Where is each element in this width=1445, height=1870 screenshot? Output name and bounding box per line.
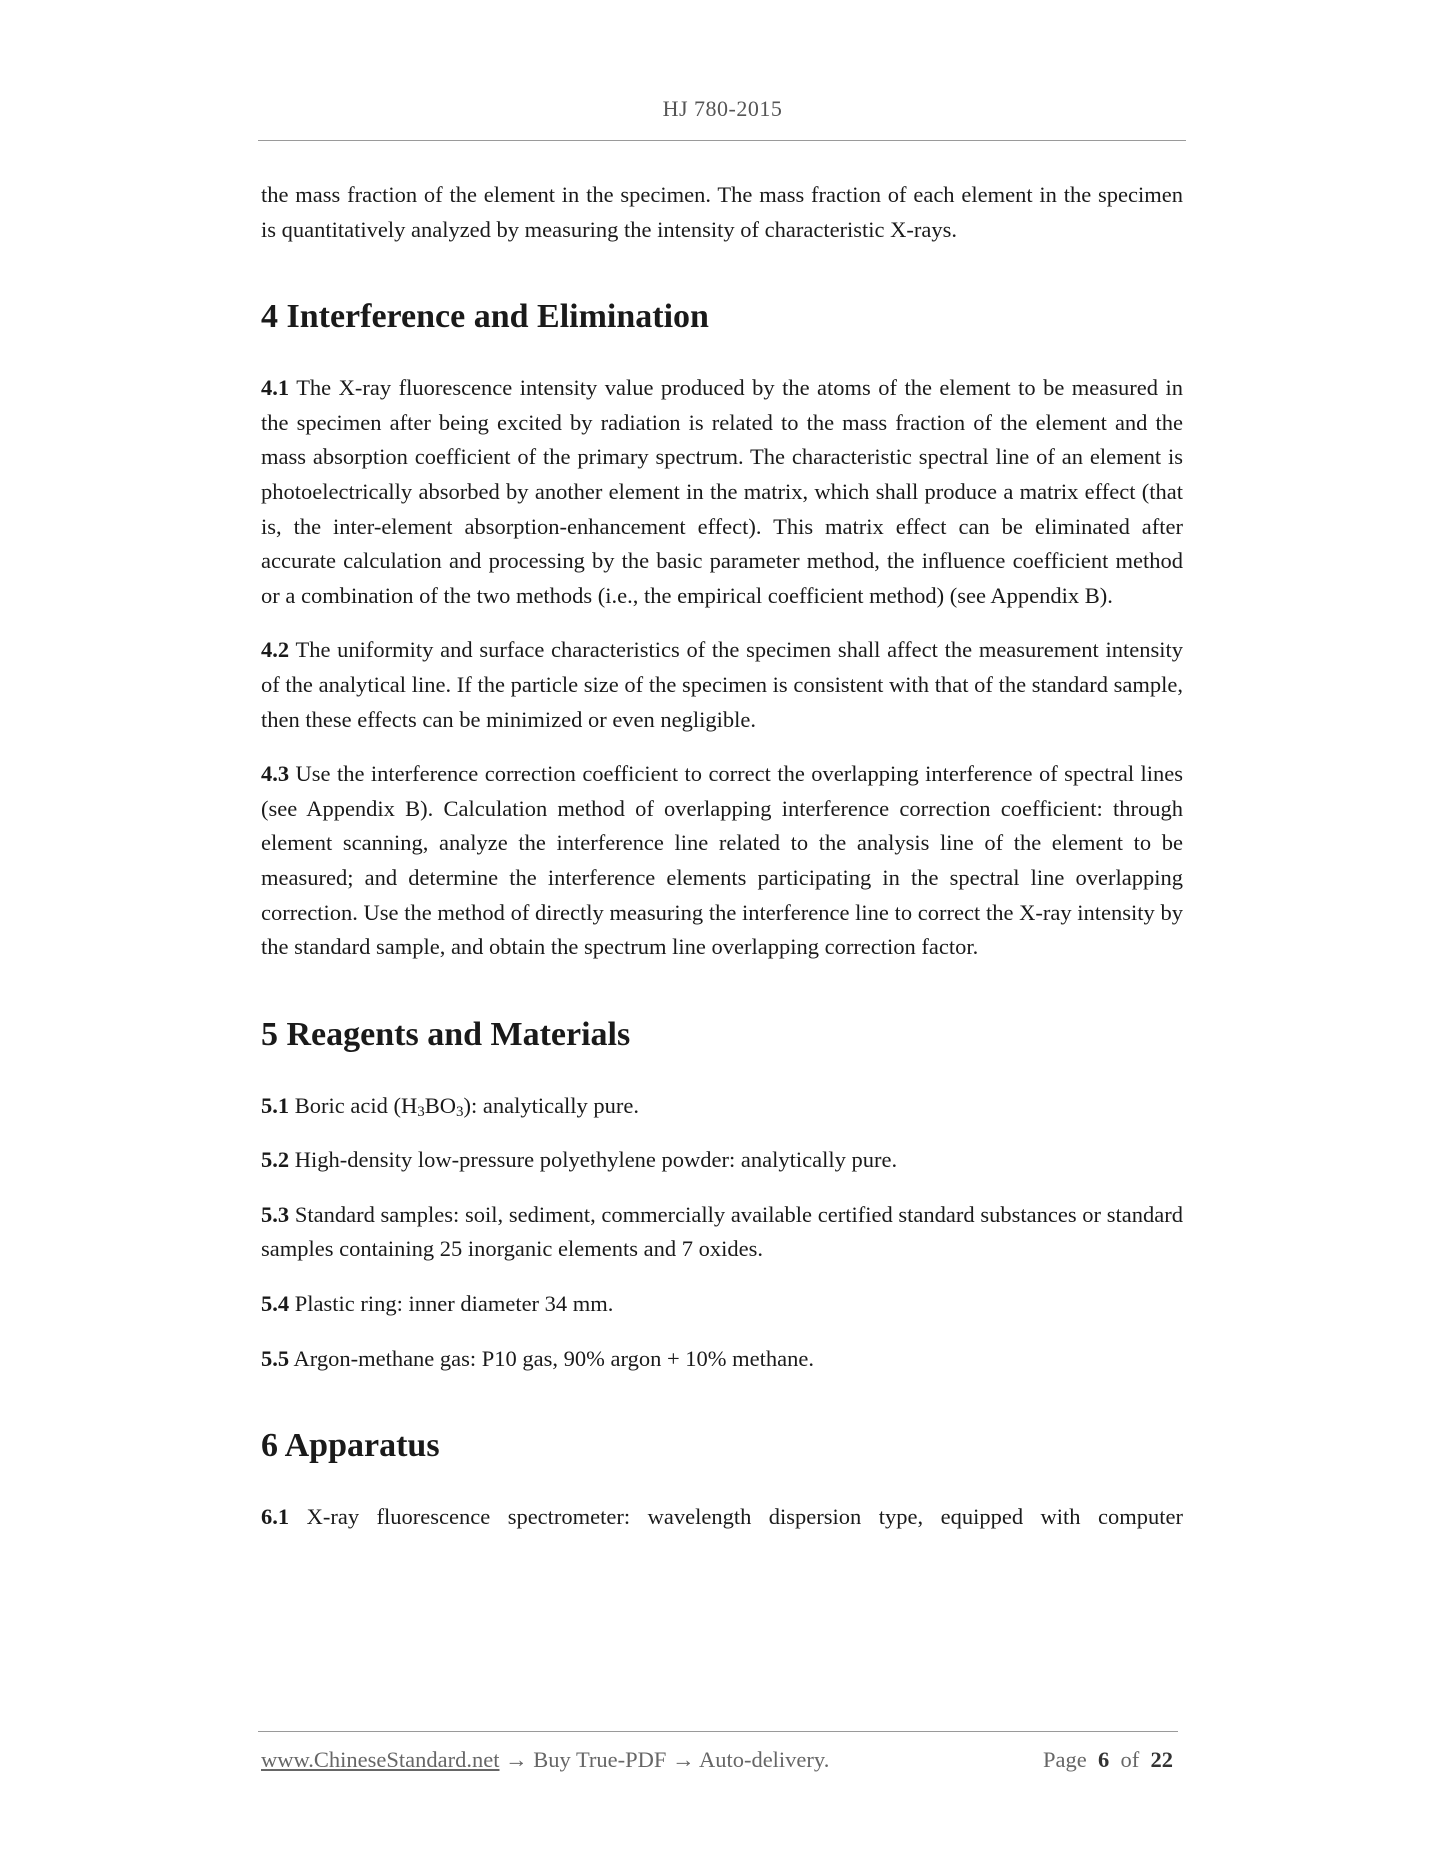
clause-5-5 bbox=[261, 1342, 1183, 1377]
intro-paragraph: the mass fraction of the element in the specimen. The mass fraction of each element in the specimen is quantitatively analyzed by measuring the intensity of characteristic X-rays. bbox=[261, 182, 1183, 242]
clause-5-3 bbox=[261, 1198, 1183, 1267]
clause-text: X-ray fluorescence spectrometer: wavelength dispersion type, equipped with computer bbox=[289, 1504, 1183, 1530]
header-divider bbox=[258, 140, 1186, 141]
clause-text: Standard samples: soil, sediment, commercially available certified standard substances or standard samples containing 25 inorganic elements and 7 oxides. bbox=[261, 1201, 1183, 1262]
footer-divider bbox=[258, 1731, 1178, 1732]
footer-links bbox=[261, 1747, 829, 1773]
clause-number: 5.2 bbox=[261, 1147, 290, 1173]
clause-number: 4.2 bbox=[261, 637, 290, 663]
section-4-heading: 4 Interference and Elimination bbox=[261, 298, 709, 336]
clause-4-2 bbox=[261, 633, 1183, 737]
clause-number: 5.3 bbox=[261, 1201, 290, 1227]
clause-text: Plastic ring: inner diameter 34 mm. bbox=[289, 1291, 614, 1317]
clause-4-3 bbox=[261, 757, 1183, 965]
clause-number: 4.1 bbox=[261, 375, 290, 401]
clause-number: 4.3 bbox=[261, 761, 290, 787]
page-content bbox=[261, 178, 1183, 1555]
clause-5-2 bbox=[261, 1143, 1183, 1178]
page-number: Page 6 of 22 bbox=[1043, 1747, 1173, 1772]
clause-5-1: 5.1 Boric acid $(H_3BO_3)$: analytically pure. bbox=[261, 1092, 640, 1120]
clause-number: 5.4 bbox=[261, 1291, 290, 1317]
clause-number: 5.1 bbox=[261, 1092, 290, 1118]
buy-pdf-text: Buy True-PDF bbox=[533, 1747, 667, 1772]
clause-text: High-density low-pressure polyethylene powder: analytically pure. bbox=[289, 1147, 898, 1173]
clause-text: The X-ray fluorescence intensity value produced by the atoms of the element to be measured in the specimen after being excited by radiation is related to the mass fraction of the element and the mass absorption coefficient of the primary spectrum. The characteristic spectral line of an element is photoelectrically absorbed by another element in the matrix, which shall produce a matrix effect (that is, the inter-element absorption-enhancement effect). This matrix effect can be eliminated after accurate calculation and processing by the basic parameter method, the influence coefficient method or a combination of the two methods (i.e., the empirical coefficient method) (see Appendix B). bbox=[261, 375, 1183, 608]
arrow-icon: → bbox=[499, 1747, 534, 1772]
total-pages: 22 bbox=[1150, 1747, 1173, 1772]
clause-5-4 bbox=[261, 1287, 1183, 1322]
clause-text: Argon-methane gas: P10 gas, 90% argon + 10% methane. bbox=[289, 1345, 815, 1371]
section-5-heading: 5 Reagents and Materials bbox=[261, 1015, 631, 1053]
clause-6-1 bbox=[261, 1500, 1183, 1535]
website-link[interactable]: www.ChineseStandard.net bbox=[261, 1747, 500, 1772]
auto-delivery-text: Auto-delivery. bbox=[698, 1747, 830, 1772]
clause-number: 6.1 bbox=[261, 1504, 290, 1530]
arrow-icon: → bbox=[666, 1747, 699, 1772]
section-6-heading: 6 Apparatus bbox=[261, 1427, 440, 1465]
page-header: HJ 780-2015 bbox=[662, 96, 783, 121]
clause-4-1 bbox=[261, 371, 1183, 613]
clause-text: The uniformity and surface characteristics of the specimen shall affect the measurement intensity of the analytical line. If the particle size of the specimen is consistent with that of the standard sample, then these effects can be minimized or even negligible. bbox=[261, 637, 1183, 732]
clause-number: 5.5 bbox=[261, 1345, 290, 1371]
current-page: 6 bbox=[1098, 1747, 1110, 1772]
clause-text: Use the interference correction coefficient to correct the overlapping interference of spectral lines (see Appendix B). Calculation method of overlapping interference correction coefficient: through element scanning, analyze the interference line related to the analysis line of the element to be measured; and determine the interference elements participating in the spectral line overlapping correction. Use the method of directly measuring the interference line to correct the X-ray intensity by the standard sample, and obtain the spectrum line overlapping correction factor. bbox=[261, 761, 1183, 960]
